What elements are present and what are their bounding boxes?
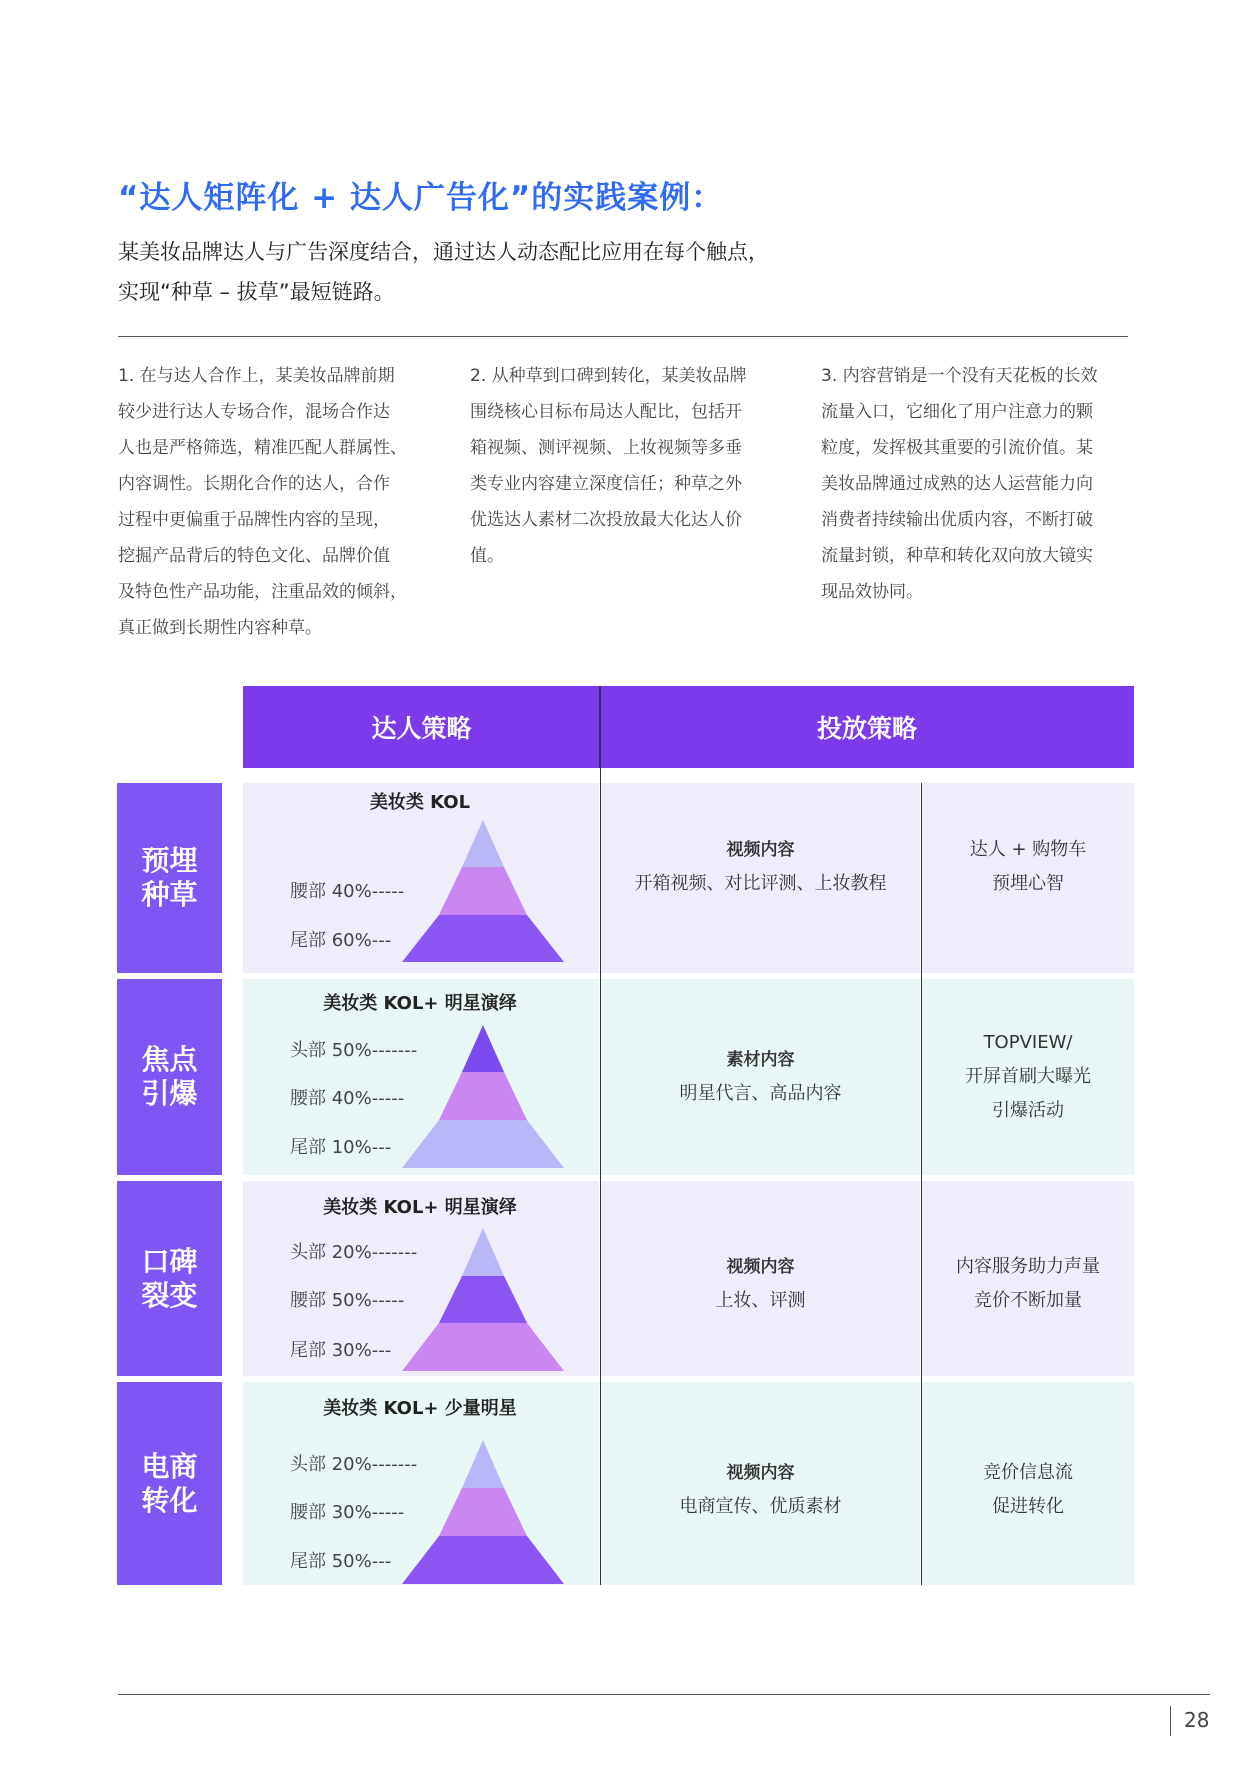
placement-line: 预埋心智 [992,873,1064,894]
text-line: 流量封锁，种草和转化双向放大镜实 [821,546,1093,566]
content-head: 视频内容 [726,840,795,860]
placement-line: 达人 + 购物车 [969,839,1087,860]
pyramid-tier-tail [402,1323,564,1371]
pyramid-tier-tail [402,1536,564,1584]
page-number: 28 [1184,1708,1210,1732]
text-line: 箱视频、测评视频、上妆视频等多垂 [470,438,742,458]
tier-label: 腰部 50%----- [290,1290,405,1311]
tier-label: 腰部 40%----- [290,1088,405,1109]
text-line: 消费者持续输出优质内容，不断打破 [821,510,1093,530]
pyramid-tier-waist [439,867,527,915]
tier-label: 头部 50%------- [290,1040,418,1061]
content-strategy [601,833,920,901]
placement-strategy [922,833,1134,901]
pyramid-tier-head [462,1228,504,1276]
tier-label: 尾部 30%--- [290,1340,392,1361]
page-title: “达人矩阵化 + 达人广告化”的实践案例： [118,180,724,216]
pyramid-tier-waist [439,1072,527,1120]
placement-line: 内容服务助力声量 [956,1256,1100,1277]
page-number-bar [1170,1706,1171,1736]
pyramid-tier-tail [402,1120,564,1168]
text-line: 挖掘产品背后的特色文化、品牌价值 [118,546,390,566]
pyramid-tip [462,820,504,867]
pyramid-title: 美妆类 KOL [369,792,471,813]
pyramid-tier-waist [439,1488,527,1536]
text-line: 2. 从种草到口碑到转化，某美妆品牌 [470,366,747,386]
text-line: 真正做到长期性内容种草。 [118,618,322,638]
placement-line: TOPVIEW/ [983,1032,1073,1053]
pyramid-title: 美妆类 KOL+ 明星演绎 [323,993,517,1014]
placement-strategy [922,1026,1134,1128]
footer-divider [118,1694,1210,1695]
text-line: 美妆品牌通过成熟的达人运营能力向 [821,474,1093,494]
placement-strategy [922,1250,1134,1318]
pyramid-tier-head [462,1025,504,1072]
row-label-line: 裂变 [141,1278,198,1312]
text-line: 值。 [470,546,504,566]
tier-label: 尾部 50%--- [290,1551,392,1572]
text-line: 及特色性产品功能，注重品效的倾斜， [118,582,407,602]
content-head: 素材内容 [726,1050,795,1070]
row-label-line: 转化 [141,1483,198,1517]
placement-line: 竞价信息流 [983,1462,1073,1483]
content-body: 电商宣传、优质素材 [679,1496,842,1517]
tier-label: 尾部 10%--- [290,1137,392,1158]
content-strategy [601,1456,920,1524]
tier-label: 头部 20%------- [290,1242,418,1263]
subtitle-line: 某美妆品牌达人与广告深度结合，通过达人动态配比应用在每个触点， [118,240,769,264]
placement-line: 竞价不断加量 [974,1290,1082,1311]
pyramid-title: 美妆类 KOL+ 少量明星 [323,1398,517,1419]
text-line: 优选达人素材二次投放最大化达人价 [470,510,742,530]
text-line: 现品效协同。 [821,582,923,602]
content-body: 上妆、评测 [715,1290,806,1311]
row-label-line: 引爆 [141,1077,198,1110]
pyramid-title: 美妆类 KOL+ 明星演绎 [323,1197,517,1218]
placement-strategy [922,1456,1134,1524]
tier-label: 腰部 30%----- [290,1502,405,1523]
content-head: 视频内容 [726,1257,795,1277]
content-body: 明星代言、高品内容 [679,1083,842,1104]
text-line: 流量入口，它细化了用户注意力的颗 [821,402,1093,422]
text-line: 人也是严格筛选，精准匹配人群属性、 [118,438,407,458]
header-talent-strategy: 达人策略 [243,686,600,768]
text-line: 内容调性。长期化合作的达人，合作 [118,474,390,494]
text-line: 过程中更偏重于品牌性内容的呈现， [118,510,390,530]
text-line: 3. 内容营销是一个没有天花板的长效 [821,366,1098,386]
text-line: 类专业内容建立深度信任；种草之外 [470,474,742,494]
text-line: 1. 在与达人合作上，某美妆品牌前期 [118,366,395,386]
text-line: 粒度，发挥极其重要的引流价值。某 [821,438,1093,458]
tier-label: 腰部 40%----- [290,881,405,902]
placement-line: 开屏首刷大曝光 [965,1066,1091,1087]
text-line: 较少进行达人专场合作，混场合作达 [118,402,390,422]
text-line: 围绕核心目标布局达人配比，包括开 [470,402,742,422]
subtitle-line: 实现“种草 – 拔草”最短链路。 [118,280,395,304]
row-label-line: 电商 [141,1449,198,1483]
placement-line: 促进转化 [992,1496,1064,1517]
pyramid-tier-waist [439,1276,527,1323]
content-head: 视频内容 [726,1463,795,1483]
tier-label: 头部 20%------- [290,1454,418,1475]
content-body: 开箱视频、对比评测、上妆教程 [634,873,887,894]
placement-line: 引爆活动 [992,1100,1064,1121]
tier-label: 尾部 60%--- [290,930,392,951]
content-strategy [601,1250,920,1318]
pyramid-tier-tail [402,915,564,962]
header-placement-strategy: 投放策略 [600,686,1134,768]
content-strategy [601,1043,920,1111]
row-label-line: 焦点 [141,1043,198,1076]
row-label-line: 口碑 [141,1244,198,1278]
row-label-line: 预埋 [141,844,198,877]
row-label-line: 种草 [141,878,198,911]
pyramid-tier-head [462,1440,504,1488]
